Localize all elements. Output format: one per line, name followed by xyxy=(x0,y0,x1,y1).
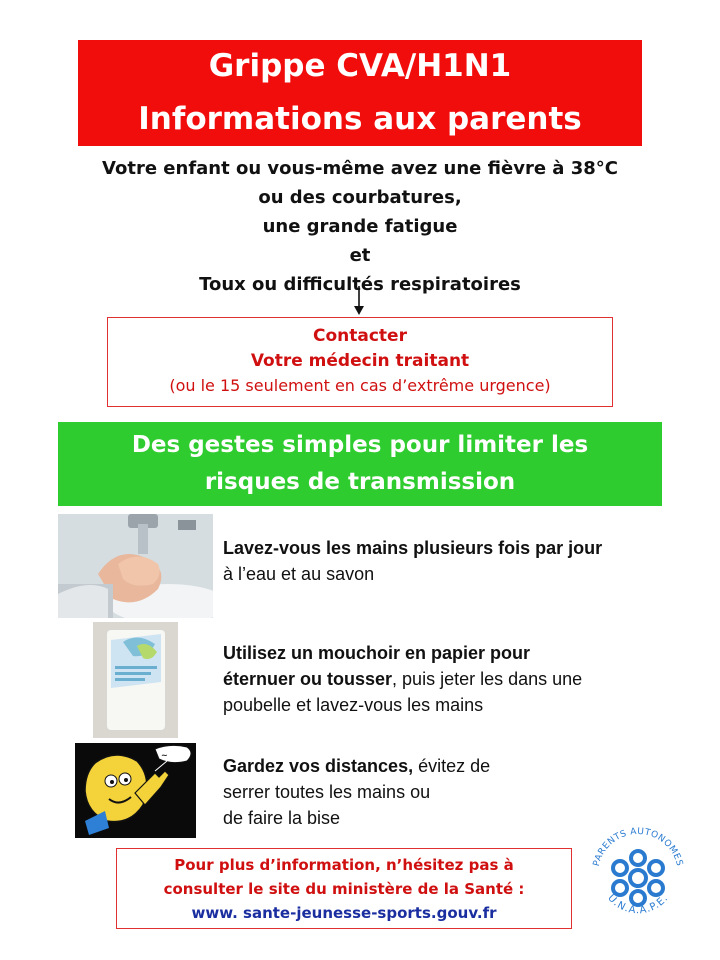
down-arrow-icon xyxy=(353,286,365,316)
symptom-line-4: et xyxy=(349,245,371,266)
title-line-1: Grippe CVA/H1N1 xyxy=(208,48,512,84)
logo-top-text: PARENTS AUTONOMES xyxy=(591,826,685,868)
tip-2-rest-line-2: , puis jeter les dans une xyxy=(392,669,583,689)
tip-use-tissue xyxy=(223,640,582,718)
tip-3-line-3: de faire la bise xyxy=(223,808,341,828)
title-banner xyxy=(78,40,642,146)
unaape-logo xyxy=(583,812,693,932)
contact-line-1: Contacter xyxy=(313,326,407,346)
tip-3-bold: Gardez vos distances, xyxy=(223,756,414,776)
cartoon-sneeze-image xyxy=(75,743,196,838)
hand-washing-image xyxy=(58,514,213,618)
tip-1-line-2: à l’eau et au savon xyxy=(223,564,375,584)
symptom-line-1: Votre enfant ou vous-même avez une fièvre à 38°C xyxy=(102,158,618,179)
symptom-line-5: Toux ou difficultés respiratoires xyxy=(199,274,521,295)
tip-2-bold-line-1: Utilisez un mouchoir en papier pour xyxy=(223,643,531,663)
symptom-line-3: une grande fatigue xyxy=(262,216,458,237)
svg-text:~: ~ xyxy=(161,751,168,760)
contact-box xyxy=(107,317,613,407)
tip-1-bold: Lavez-vous les mains plusieurs fois par jour xyxy=(223,538,603,558)
gestures-line-2: risques de transmission xyxy=(204,469,516,495)
gestures-line-1: Des gestes simples pour limiter les xyxy=(131,432,589,458)
tissue-pack-image xyxy=(93,622,178,738)
contact-line-2: Votre médecin traitant xyxy=(250,351,470,371)
tip-2-line-3: poubelle et lavez-vous les mains xyxy=(223,695,484,715)
ministry-website-link[interactable]: www. sante-jeunesse-sports.gouv.fr xyxy=(191,904,497,922)
tip-3-rest-line-1: évitez de xyxy=(413,756,491,776)
footer-line-1: Pour plus d’information, n’hésitez pas à xyxy=(174,856,514,874)
tip-2-bold-line-2: éternuer ou tousser xyxy=(223,669,393,689)
contact-line-3: (ou le 15 seulement en cas d’extrême urgence) xyxy=(169,376,551,395)
footer-info-box xyxy=(116,848,572,929)
symptoms-block xyxy=(40,154,680,299)
tip-wash-hands xyxy=(223,535,602,587)
symptom-line-2: ou des courbatures, xyxy=(258,187,462,208)
tip-3-line-2: serrer toutes les mains ou xyxy=(223,782,431,802)
tip-keep-distance xyxy=(223,753,490,831)
title-line-2: Informations aux parents xyxy=(138,101,582,137)
gestures-banner xyxy=(58,422,662,506)
logo-bottom-text: U.N.A.A.P.E. xyxy=(605,892,671,917)
footer-line-2: consulter le site du ministère de la Santé : xyxy=(163,880,525,898)
